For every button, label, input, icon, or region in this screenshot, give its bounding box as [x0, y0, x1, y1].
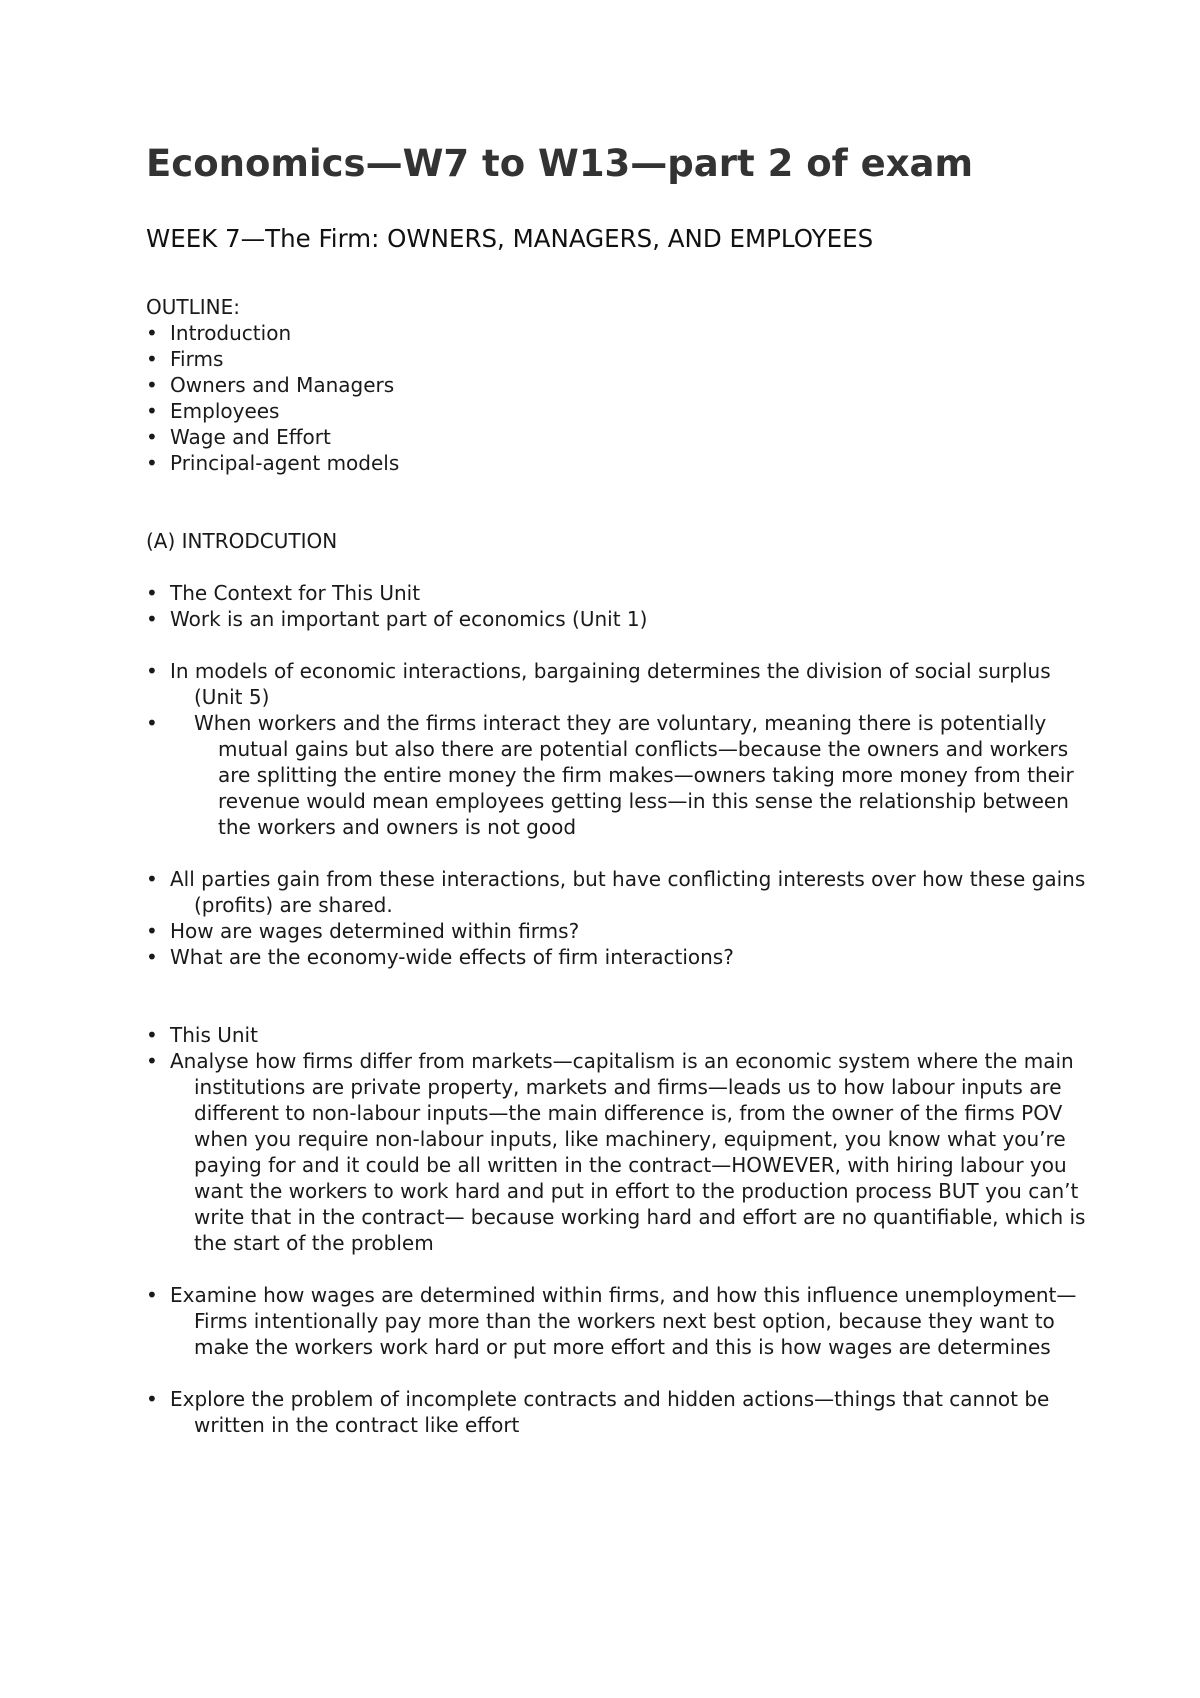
unit-list — [146, 1022, 1086, 1256]
outline-list — [146, 320, 1086, 476]
intro-sublist — [146, 710, 1086, 840]
list-item: • Examine how wages are determined within firms, and how this influence unemployment— Firms intentionally pay more than the workers next best option, because they want to make the workers work hard or put more effort and this is how wages are determines — [146, 1283, 1077, 1359]
contracts-list — [146, 1386, 1086, 1438]
list-item: • Firms — [146, 347, 224, 371]
bullet-icon: • — [146, 1283, 158, 1307]
list-item: • How are wages determined within firms? — [146, 919, 580, 943]
list-item: • Wage and Effort — [146, 425, 331, 449]
section-heading: (A) INTRODCUTION — [146, 529, 338, 553]
list-item: • The Context for This Unit — [146, 581, 421, 605]
list-item: • This Unit — [146, 1023, 258, 1047]
intro-list-2 — [146, 658, 1086, 710]
document-title: Economics—W7 to W13—part 2 of exam — [146, 142, 974, 185]
bullet-icon: • — [146, 399, 158, 423]
list-item: • Employees — [146, 399, 280, 423]
bullet-icon: • — [146, 1049, 158, 1073]
bullet-icon: • — [146, 425, 158, 449]
list-item: • All parties gain from these interactions, but have conflicting interests over how these gains (profits) are shared. — [146, 867, 1086, 917]
list-item: • Explore the problem of incomplete contracts and hidden actions—things that cannot be written in the contract like effort — [146, 1387, 1050, 1437]
bullet-icon: • — [146, 867, 158, 891]
wages-list — [146, 1282, 1086, 1360]
bullet-icon: • — [146, 659, 158, 683]
list-item: • Owners and Managers — [146, 373, 395, 397]
bullet-icon: • — [146, 1023, 158, 1047]
bullet-icon: • — [146, 945, 158, 969]
bullet-icon: • — [146, 373, 158, 397]
list-item: • What are the economy-wide effects of firm interactions? — [146, 945, 734, 969]
bullet-icon: • — [146, 711, 158, 735]
bullet-icon: • — [146, 1387, 158, 1411]
list-item: • Analyse how firms differ from markets—capitalism is an economic system where the main institutions are private property, markets and firms—leads us to how labour inputs are different to non-labour inputs—the main difference is, from the owner of the firms POV when you require non-labour inputs, like machinery, equipment, you know what you’re paying for and it could be all written in the contract—HOWEVER, with hiring labour you want the workers to work hard and put in effort to the production process BUT you can’t write that in the contract— because working hard and effort are no quantifiable, which is the start of the problem — [146, 1049, 1086, 1255]
intro-list-3 — [146, 866, 1086, 970]
bullet-icon: • — [146, 919, 158, 943]
bullet-icon: • — [146, 451, 158, 475]
bullet-icon: • — [146, 607, 158, 631]
bullet-icon: • — [146, 347, 158, 371]
outline-label: OUTLINE: — [146, 295, 240, 319]
week-heading: WEEK 7—The Firm: OWNERS, MANAGERS, AND EMPLOYEES — [146, 224, 874, 253]
list-item: • Introduction — [146, 321, 292, 345]
list-item: • Work is an important part of economics (Unit 1) — [146, 607, 648, 631]
list-item: • Principal-agent models — [146, 451, 400, 475]
list-item: • In models of economic interactions, bargaining determines the division of social surplus (Unit 5) — [146, 659, 1051, 709]
intro-list-1 — [146, 580, 1086, 632]
document-body — [146, 294, 1086, 1438]
bullet-icon: • — [146, 581, 158, 605]
bullet-icon: • — [146, 321, 158, 345]
list-item: • When workers and the firms interact they are voluntary, meaning there is potentially mutual gains but also there are potential conflicts—because the owners and workers are splitting the entire money the firm makes—owners taking more money from their revenue would mean employees getting less—in this sense the relationship between the workers and owners is not good — [146, 711, 1074, 839]
